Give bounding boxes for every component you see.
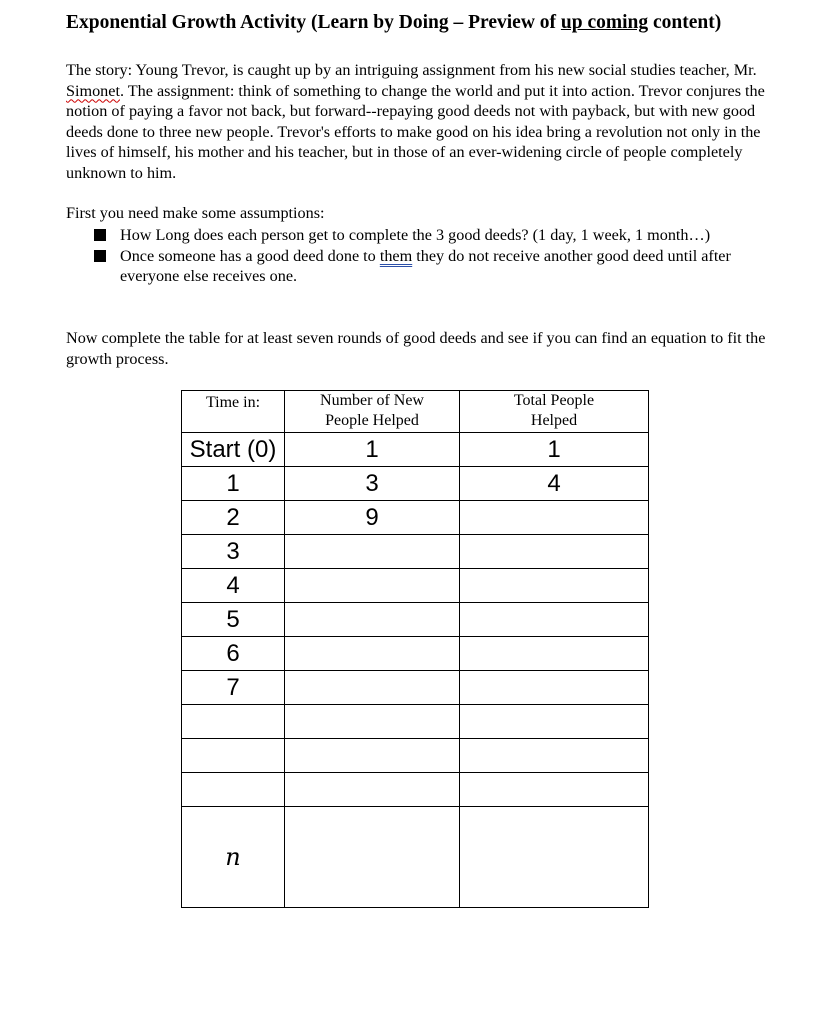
new-people-cell[interactable] (285, 569, 460, 603)
table-row (182, 739, 649, 773)
bullet-square-icon (94, 229, 106, 241)
assumption-text-2b: they do not receive another good deed until after everyone else receives one. (120, 246, 731, 285)
total-people-cell[interactable] (460, 705, 649, 739)
time-cell[interactable]: 3 (182, 535, 285, 569)
time-cell-n[interactable]: n (182, 807, 285, 908)
time-cell[interactable]: 7 (182, 671, 285, 705)
total-people-cell[interactable] (460, 807, 649, 908)
total-people-cell[interactable] (460, 637, 649, 671)
time-cell[interactable]: Start (0) (182, 433, 285, 467)
new-people-cell[interactable] (285, 671, 460, 705)
assumptions-list (92, 225, 782, 287)
assumption-item (92, 246, 782, 287)
total-people-cell[interactable]: 4 (460, 467, 649, 501)
title-prefix: Exponential Growth Activity (Learn by Doing – Preview of (66, 12, 561, 33)
table-row (182, 603, 649, 637)
table-row (182, 773, 649, 807)
table-row (182, 637, 649, 671)
total-people-cell[interactable] (460, 569, 649, 603)
title-underlined: up coming (560, 12, 649, 33)
total-people-cell[interactable] (460, 739, 649, 773)
assumption-item (92, 225, 782, 246)
header-new-line1: Number of New (320, 392, 424, 409)
table-row (182, 671, 649, 705)
table-row-n (182, 807, 649, 908)
header-total-line2: Helped (530, 412, 578, 429)
time-cell[interactable]: 5 (182, 603, 285, 637)
header-time-text: Time in: (205, 394, 261, 411)
new-people-cell[interactable] (285, 535, 460, 569)
new-people-cell[interactable] (285, 807, 460, 908)
table-row (182, 569, 649, 603)
header-total-line1: Total People (513, 392, 595, 409)
table-row (182, 467, 649, 501)
title-suffix: content) (648, 12, 722, 33)
time-cell[interactable] (182, 773, 285, 807)
new-people-cell[interactable] (285, 773, 460, 807)
bullet-square-icon (94, 250, 106, 262)
table-row (182, 535, 649, 569)
time-cell[interactable]: 1 (182, 467, 285, 501)
total-people-cell[interactable]: 1 (460, 433, 649, 467)
table-row (182, 433, 649, 467)
total-people-cell[interactable] (460, 671, 649, 705)
assumptions-intro: First you need make some assumptions: (66, 204, 325, 222)
header-time (182, 391, 285, 433)
growth-table (181, 390, 649, 908)
new-people-cell[interactable]: 3 (285, 467, 460, 501)
time-cell[interactable]: 2 (182, 501, 285, 535)
total-people-cell[interactable] (460, 535, 649, 569)
total-people-cell[interactable] (460, 773, 649, 807)
page-title (66, 12, 721, 34)
new-people-cell[interactable]: 9 (285, 501, 460, 535)
story-name: Simonet (66, 81, 120, 100)
table-row (182, 705, 649, 739)
new-people-cell[interactable] (285, 603, 460, 637)
time-cell[interactable] (182, 739, 285, 773)
instruction-text: Now complete the table for at least seven rounds of good deeds and see if you can find an equation to fit the growth process. (66, 329, 766, 368)
total-people-cell[interactable] (460, 603, 649, 637)
time-cell[interactable]: 4 (182, 569, 285, 603)
story-part-1: The story: Young Trevor, is caught up by an intriguing assignment from his new social studies teacher, Mr. (66, 61, 757, 79)
story-paragraph (66, 60, 786, 183)
new-people-cell[interactable] (285, 705, 460, 739)
total-people-cell[interactable] (460, 501, 649, 535)
new-people-cell[interactable] (285, 637, 460, 671)
header-total-people (460, 391, 649, 433)
assumption-text-1: How Long does each person get to complete the 3 good deeds? (1 day, 1 week, 1 month…) (120, 226, 711, 244)
header-new-people (285, 391, 460, 433)
assumption-text-2u: them (379, 246, 413, 265)
time-cell[interactable]: 6 (182, 637, 285, 671)
table-header-row (182, 391, 649, 433)
new-people-cell[interactable] (285, 739, 460, 773)
time-cell[interactable] (182, 705, 285, 739)
table-row (182, 501, 649, 535)
story-part-2: . The assignment: think of something to change the world and put it into action. Trevor conjures the notion of paying a favor not back, but forward--repaying good deeds not with payback, but with new good deeds done to three new people. Trevor's efforts to make good on his idea bring a revolution not only in the lives of himself, his mother and his teacher, but in those of an ever-widening circle of people completely unknown to him. (66, 81, 765, 182)
new-people-cell[interactable]: 1 (285, 433, 460, 467)
assumption-text-2a: Once someone has a good deed done to (120, 246, 380, 265)
header-new-line2: People Helped (325, 412, 419, 429)
